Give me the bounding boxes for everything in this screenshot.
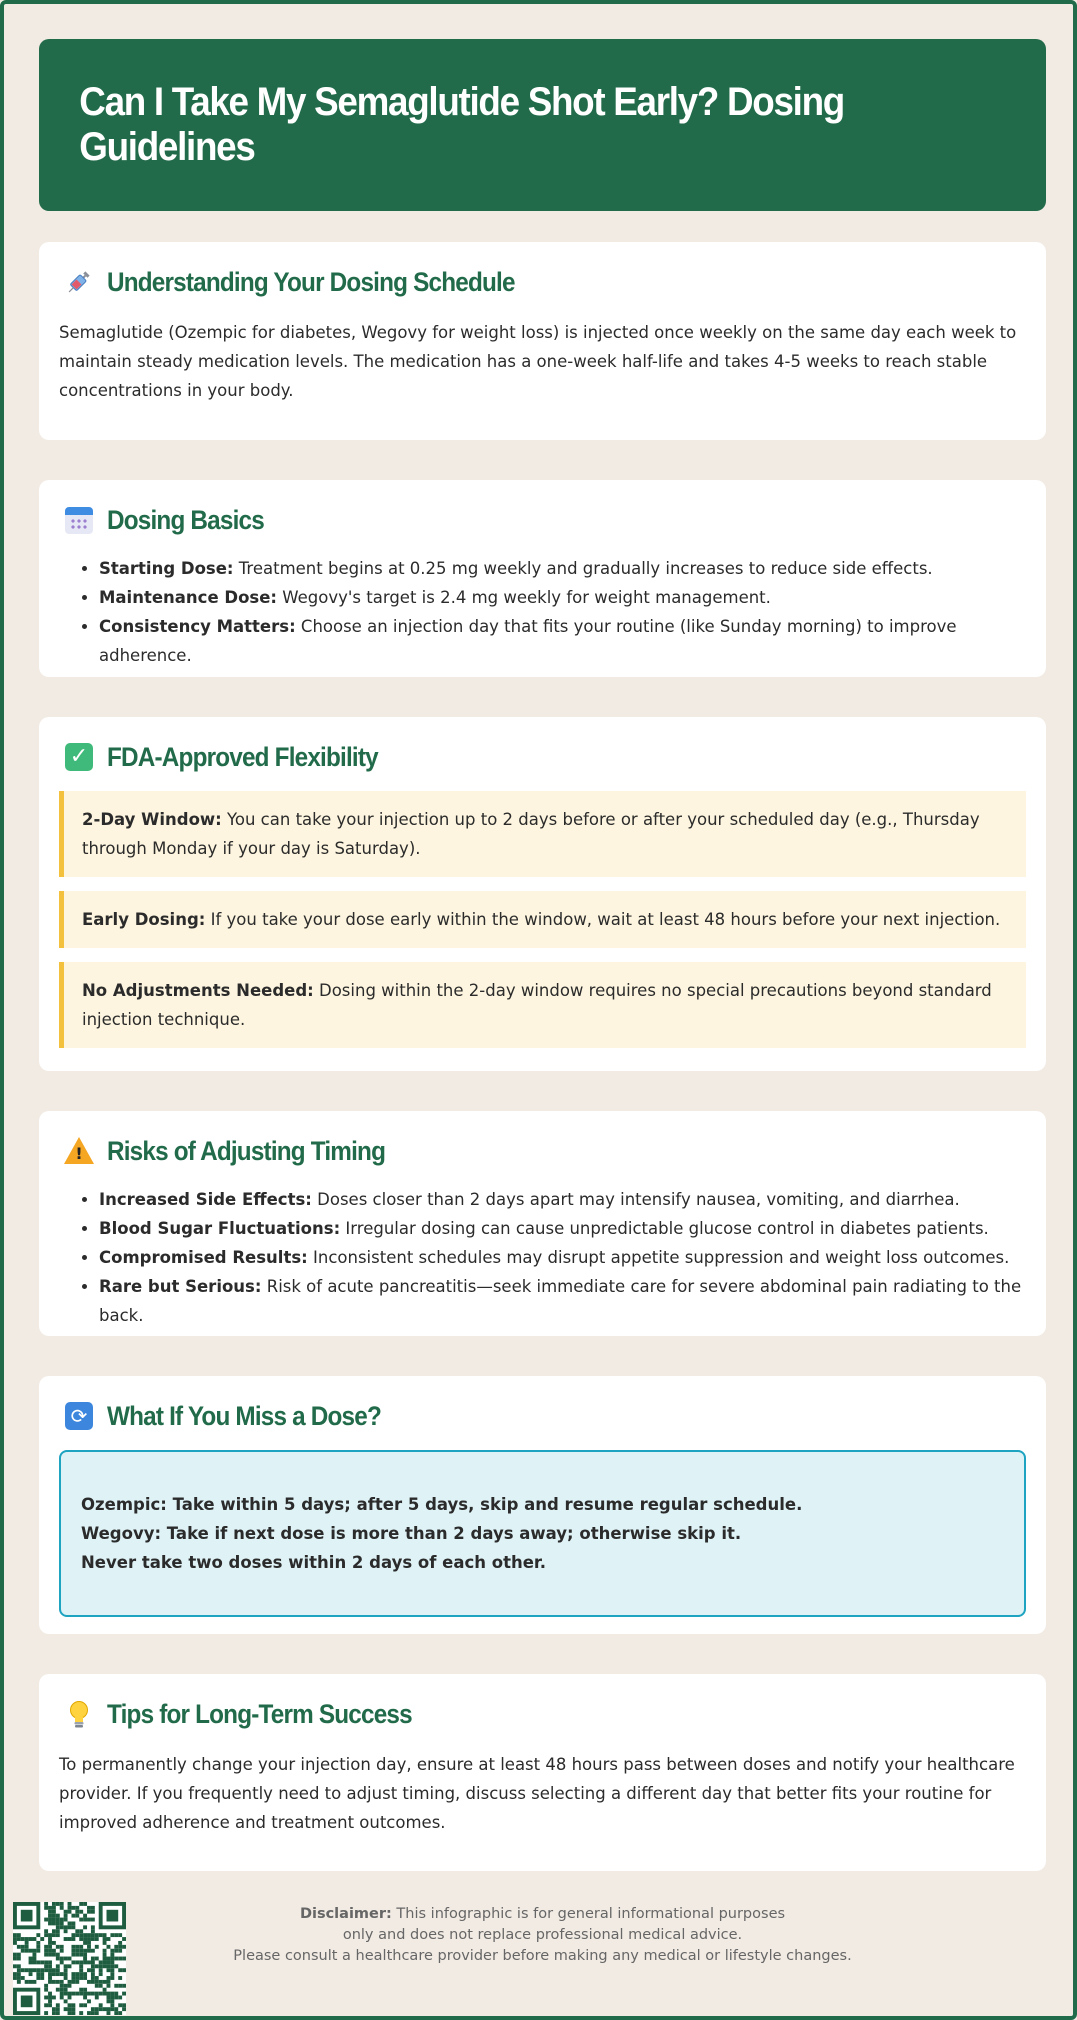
section-header xyxy=(59,502,1026,538)
section-understanding xyxy=(39,242,1046,440)
list-item: • Blood Sugar Fluctuations: Irregular dosing can cause unpredictable glucose control in diabetes patients. xyxy=(99,1214,1026,1243)
warning-icon: ! xyxy=(63,1135,95,1167)
disclaimer: Disclaimer: This infographic is for general informational purposes only and does not replace professional medical advice. Please consult a healthcare provider before making any medical or lifestyle changes. xyxy=(233,1906,852,1964)
section-title: Understanding Your Dosing Schedule xyxy=(107,266,515,297)
missed-dose-line: Wegovy: Take if next dose is more than 2 days away; otherwise skip it. xyxy=(81,1524,742,1543)
missed-dose-line: Ozempic: Take within 5 days; after 5 days, skip and resume regular schedule. xyxy=(81,1495,803,1514)
section-header xyxy=(59,1696,1026,1732)
lightbulb-icon xyxy=(63,1698,95,1730)
disclaimer-label: Disclaimer: xyxy=(299,1906,392,1922)
callout: Early Dosing: If you take your dose early within the window, wait at least 48 hours before your next injection. xyxy=(59,891,1026,948)
qr-code-icon xyxy=(13,1902,126,2015)
list-item: • Increased Side Effects: Doses closer than 2 days apart may intensify nausea, vomiting, and diarrhea. xyxy=(99,1185,1026,1214)
section-title: Tips for Long-Term Success xyxy=(107,1698,412,1729)
section-risks xyxy=(39,1111,1046,1336)
list-item: • Rare but Serious: Risk of acute pancreatitis—seek immediate care for severe abdominal pain radiating to the back. xyxy=(99,1272,1026,1330)
section-fda-flexibility xyxy=(39,717,1046,1071)
section-header xyxy=(59,264,1026,300)
callout: No Adjustments Needed: Dosing within the 2-day window requires no special precautions beyond standard injection technique. xyxy=(59,962,1026,1048)
refresh-icon: ⟳ xyxy=(63,1400,95,1432)
section-header xyxy=(59,1133,1026,1169)
bullet-list xyxy=(59,1185,1026,1330)
missed-dose-box xyxy=(59,1450,1026,1617)
list-item: • Compromised Results: Inconsistent schedules may disrupt appetite suppression and weight loss outcomes. xyxy=(99,1243,1026,1272)
checkmark-icon: ✓ xyxy=(63,741,95,773)
calendar-icon xyxy=(63,504,95,536)
list-item: • Starting Dose: Treatment begins at 0.25 mg weekly and gradually increases to reduce side effects. xyxy=(99,554,1026,583)
missed-dose-line: Never take two doses within 2 days of each other. xyxy=(81,1553,546,1572)
section-title: Risks of Adjusting Timing xyxy=(107,1135,386,1166)
section-dosing-basics xyxy=(39,480,1046,677)
section-missed-dose xyxy=(39,1376,1046,1634)
list-item: • Consistency Matters: Choose an injection day that fits your routine (like Sunday morning) to improve adherence. xyxy=(99,612,1026,670)
callout: 2-Day Window: You can take your injection up to 2 days before or after your scheduled day (e.g., Thursday through Monday if your day is Saturday). xyxy=(59,791,1026,877)
bullet-list xyxy=(59,554,1026,670)
section-header xyxy=(59,1398,1026,1434)
page-header xyxy=(39,39,1046,211)
syringe-icon xyxy=(63,266,95,298)
section-text: Semaglutide (Ozempic for diabetes, Wegovy for weight loss) is injected once weekly on the same day each week to maintain steady medication levels. The medication has a one-week half-life and takes 4-5 weeks to reach stable concentrations in your body. xyxy=(59,323,1017,400)
section-title: FDA-Approved Flexibility xyxy=(107,741,378,772)
section-title: Dosing Basics xyxy=(107,504,264,535)
section-tips xyxy=(39,1674,1046,1871)
page-title: Can I Take My Semaglutide Shot Early? Dosing Guidelines xyxy=(79,80,844,169)
section-title: What If You Miss a Dose? xyxy=(107,1400,382,1431)
callout-list xyxy=(59,791,1026,1048)
section-text: To permanently change your injection day, ensure at least 48 hours pass between doses and notify your healthcare provider. If you frequently need to adjust timing, discuss selecting a different day that better fits your routine for improved adherence and treatment outcomes. xyxy=(59,1755,1015,1832)
section-header xyxy=(59,739,1026,775)
list-item: • Maintenance Dose: Wegovy's target is 2.4 mg weekly for weight management. xyxy=(99,583,1026,612)
